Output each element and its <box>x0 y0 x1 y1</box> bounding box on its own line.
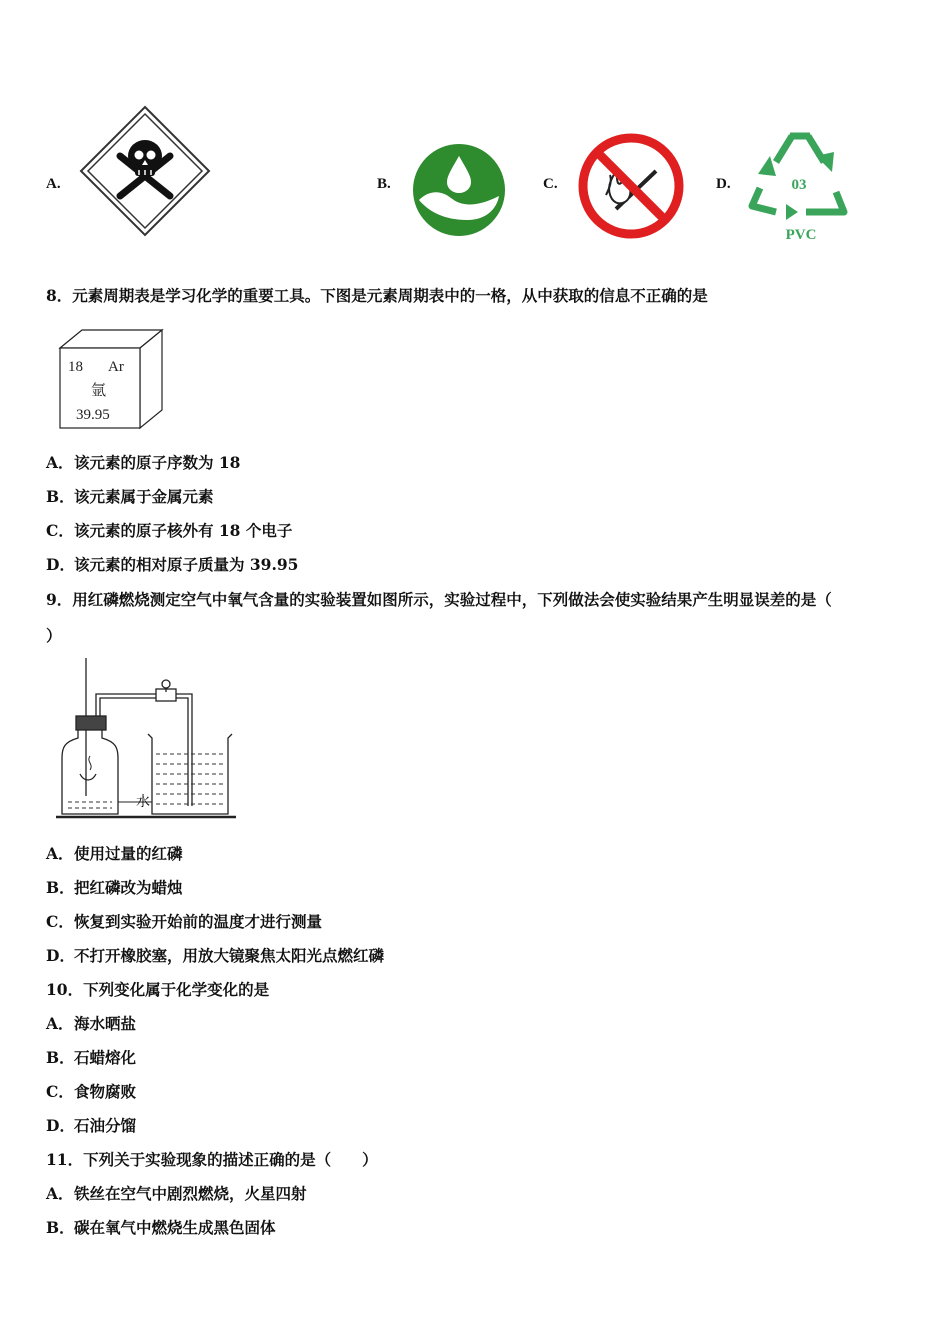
q11-option-b: B．碳在氧气中燃烧生成黑色固体 <box>46 1218 276 1237</box>
recycle-pvc-icon <box>746 126 854 244</box>
option-a-label: A. <box>46 176 61 192</box>
oxygen-apparatus-diagram <box>56 656 240 822</box>
recycle-code: PVC <box>785 227 817 243</box>
option-b-label: B. <box>377 176 391 192</box>
q10-option-b: B．石蜡熔化 <box>46 1048 137 1067</box>
cell-atomic-number: 18 <box>68 359 83 375</box>
q10-stem: 10．下列变化属于化学变化的是 <box>46 980 270 999</box>
cell-symbol: Ar <box>108 359 124 375</box>
periodic-cell-argon <box>56 326 168 432</box>
cell-mass: 39.95 <box>76 407 110 423</box>
q9-option-b: B．把红磷改为蜡烛 <box>46 878 183 897</box>
q8-stem: 8．元素周期表是学习化学的重要工具。下图是元素周期表中的一格，从中获取的信息不正确的是 <box>46 286 708 305</box>
water-label: 水 <box>136 794 150 810</box>
q8-option-b: B．该元素属于金属元素 <box>46 487 214 506</box>
q9-stem-end: ） <box>46 626 62 645</box>
cell-name: 氩 <box>91 383 107 399</box>
q10-option-d: D．石油分馏 <box>46 1116 137 1135</box>
option-c-label: C. <box>543 176 558 192</box>
q9-stem: 9．用红磷燃烧测定空气中氧气含量的实验装置如图所示，实验过程中，下列做法会使实验结果产生明显误差的是（ <box>46 590 832 609</box>
recycle-number: 03 <box>791 177 807 193</box>
q8-option-c: C．该元素的原子核外有 18 个电子 <box>46 521 293 540</box>
q9-option-d: D．不打开橡胶塞，用放大镜聚焦太阳光点燃红磷 <box>46 946 385 965</box>
q9-option-a: A．使用过量的红磷 <box>46 844 183 863</box>
q8-option-d: D．该元素的相对原子质量为 39.95 <box>46 555 299 574</box>
q11-stem: 11．下列关于实验现象的描述正确的是（ ） <box>46 1150 378 1169</box>
q8-option-a: A．该元素的原子序数为 18 <box>46 453 241 472</box>
q10-option-a: A．海水晒盐 <box>46 1014 137 1033</box>
option-d-label: D. <box>716 176 731 192</box>
no-fire-sign-icon <box>576 131 686 241</box>
q9-option-c: C．恢复到实验开始前的温度才进行测量 <box>46 912 323 931</box>
q10-option-c: C．食物腐败 <box>46 1082 137 1101</box>
q11-option-a: A．铁丝在空气中剧烈燃烧，火星四射 <box>46 1184 307 1203</box>
water-saving-sign-icon <box>411 142 507 238</box>
toxic-sign-icon <box>78 104 212 238</box>
